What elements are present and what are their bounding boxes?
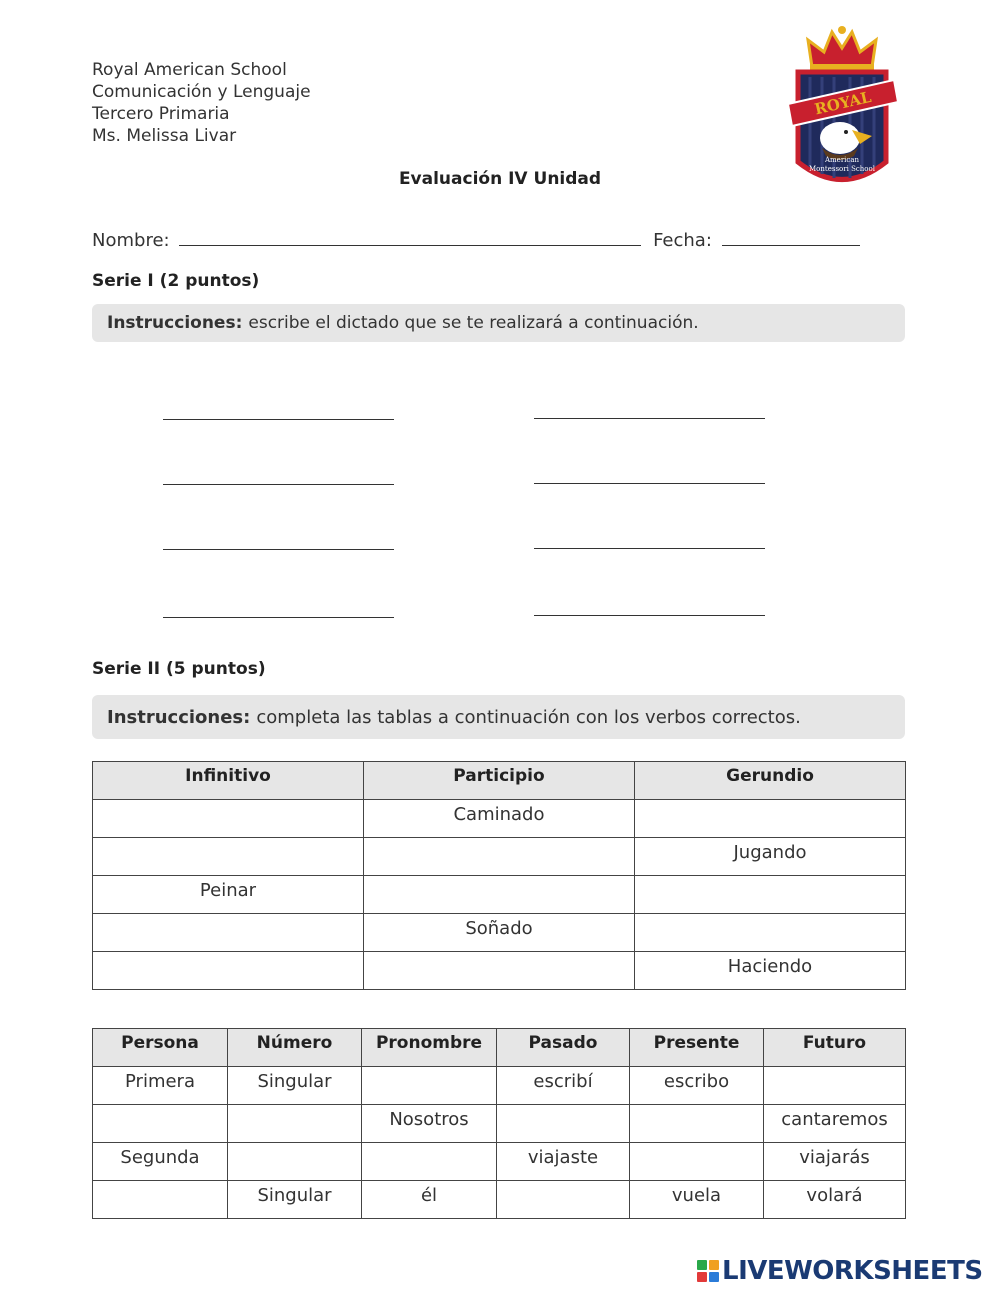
given-cell: escribí (497, 1067, 630, 1105)
answer-cell[interactable] (228, 1105, 362, 1143)
answer-cell[interactable] (497, 1105, 630, 1143)
watermark-text: LIVEWORKSHEETS (722, 1256, 983, 1286)
table-row (93, 914, 906, 952)
answer-cell[interactable] (635, 800, 906, 838)
table-row (93, 1105, 906, 1143)
header-cell: Persona (93, 1029, 228, 1067)
table-header-row (93, 1029, 906, 1067)
answer-cell[interactable] (364, 952, 635, 990)
dictation-line-5[interactable] (163, 549, 394, 550)
dictation-line-8[interactable] (534, 615, 765, 616)
given-cell: Caminado (364, 800, 635, 838)
given-cell: Soñado (364, 914, 635, 952)
liveworksheets-logo-icon (697, 1260, 719, 1282)
given-cell: vuela (630, 1181, 764, 1219)
header-cell: Participio (364, 762, 635, 800)
serie1-heading: Serie I (2 puntos) (92, 271, 260, 291)
answer-cell[interactable] (93, 914, 364, 952)
subject: Comunicación y Lenguaje (92, 82, 311, 102)
banner-text: ROYAL (812, 87, 873, 119)
header-cell: Infinitivo (93, 762, 364, 800)
table-row (93, 876, 906, 914)
given-cell: viajaste (497, 1143, 630, 1181)
given-cell: Haciendo (635, 952, 906, 990)
school-name: Royal American School (92, 60, 287, 80)
liveworksheets-watermark (697, 1256, 983, 1286)
dictation-line-2[interactable] (534, 418, 765, 419)
answer-cell[interactable] (93, 952, 364, 990)
answer-cell[interactable] (93, 1105, 228, 1143)
conjugation-table (92, 1028, 906, 1219)
instr-label: Instrucciones: (107, 706, 251, 728)
header-cell: Número (228, 1029, 362, 1067)
given-cell: Jugando (635, 838, 906, 876)
name-date-row (92, 230, 860, 251)
date-label: Fecha: (653, 230, 712, 251)
header-cell: Futuro (764, 1029, 906, 1067)
header-cell: Gerundio (635, 762, 906, 800)
serie2-heading: Serie II (5 puntos) (92, 659, 266, 679)
answer-cell[interactable] (630, 1105, 764, 1143)
name-label: Nombre: (92, 230, 170, 251)
given-cell: viajarás (764, 1143, 906, 1181)
table-row (93, 1181, 906, 1219)
table-row (93, 1067, 906, 1105)
table-row (93, 952, 906, 990)
given-cell: Peinar (93, 876, 364, 914)
school-logo (782, 22, 902, 192)
answer-cell[interactable] (497, 1181, 630, 1219)
given-cell: él (362, 1181, 497, 1219)
school-info (92, 59, 311, 147)
given-cell: escribo (630, 1067, 764, 1105)
name-field[interactable] (179, 230, 641, 246)
given-cell: Singular (228, 1067, 362, 1105)
answer-cell[interactable] (93, 800, 364, 838)
table-row (93, 1143, 906, 1181)
given-cell: volará (764, 1181, 906, 1219)
logo-subtext-1: American (824, 156, 860, 164)
serie2-instructions (92, 695, 905, 739)
table-header-row (93, 762, 906, 800)
instr-text: escribe el dictado que se te realizará a continuación. (248, 313, 699, 333)
verb-forms-table (92, 761, 906, 990)
answer-cell[interactable] (362, 1143, 497, 1181)
teacher: Ms. Melissa Livar (92, 126, 237, 146)
given-cell: cantaremos (764, 1105, 906, 1143)
table-row (93, 838, 906, 876)
header-cell: Pronombre (362, 1029, 497, 1067)
given-cell: Primera (93, 1067, 228, 1105)
answer-cell[interactable] (228, 1143, 362, 1181)
answer-cell[interactable] (362, 1067, 497, 1105)
dictation-line-3[interactable] (163, 484, 394, 485)
logo-subtext-2: Montessori School (809, 165, 875, 173)
dictation-line-1[interactable] (163, 419, 394, 420)
dictation-line-6[interactable] (534, 548, 765, 549)
table-row (93, 800, 906, 838)
given-cell: Nosotros (362, 1105, 497, 1143)
dictation-line-4[interactable] (534, 483, 765, 484)
dictation-line-7[interactable] (163, 617, 394, 618)
answer-cell[interactable] (364, 876, 635, 914)
page-title: Evaluación IV Unidad (398, 169, 602, 189)
date-field[interactable] (722, 230, 860, 246)
answer-cell[interactable] (364, 838, 635, 876)
answer-cell[interactable] (764, 1067, 906, 1105)
answer-cell[interactable] (635, 914, 906, 952)
header-cell: Presente (630, 1029, 764, 1067)
header-cell: Pasado (497, 1029, 630, 1067)
given-cell: Singular (228, 1181, 362, 1219)
crown-icon (808, 26, 876, 72)
serie1-instructions (92, 304, 905, 342)
grade: Tercero Primaria (92, 104, 230, 124)
answer-cell[interactable] (93, 1181, 228, 1219)
answer-cell[interactable] (635, 876, 906, 914)
instr-label: Instrucciones: (107, 313, 243, 333)
instr-text: completa las tablas a continuación con los verbos correctos. (256, 706, 801, 728)
answer-cell[interactable] (630, 1143, 764, 1181)
answer-cell[interactable] (93, 838, 364, 876)
given-cell: Segunda (93, 1143, 228, 1181)
